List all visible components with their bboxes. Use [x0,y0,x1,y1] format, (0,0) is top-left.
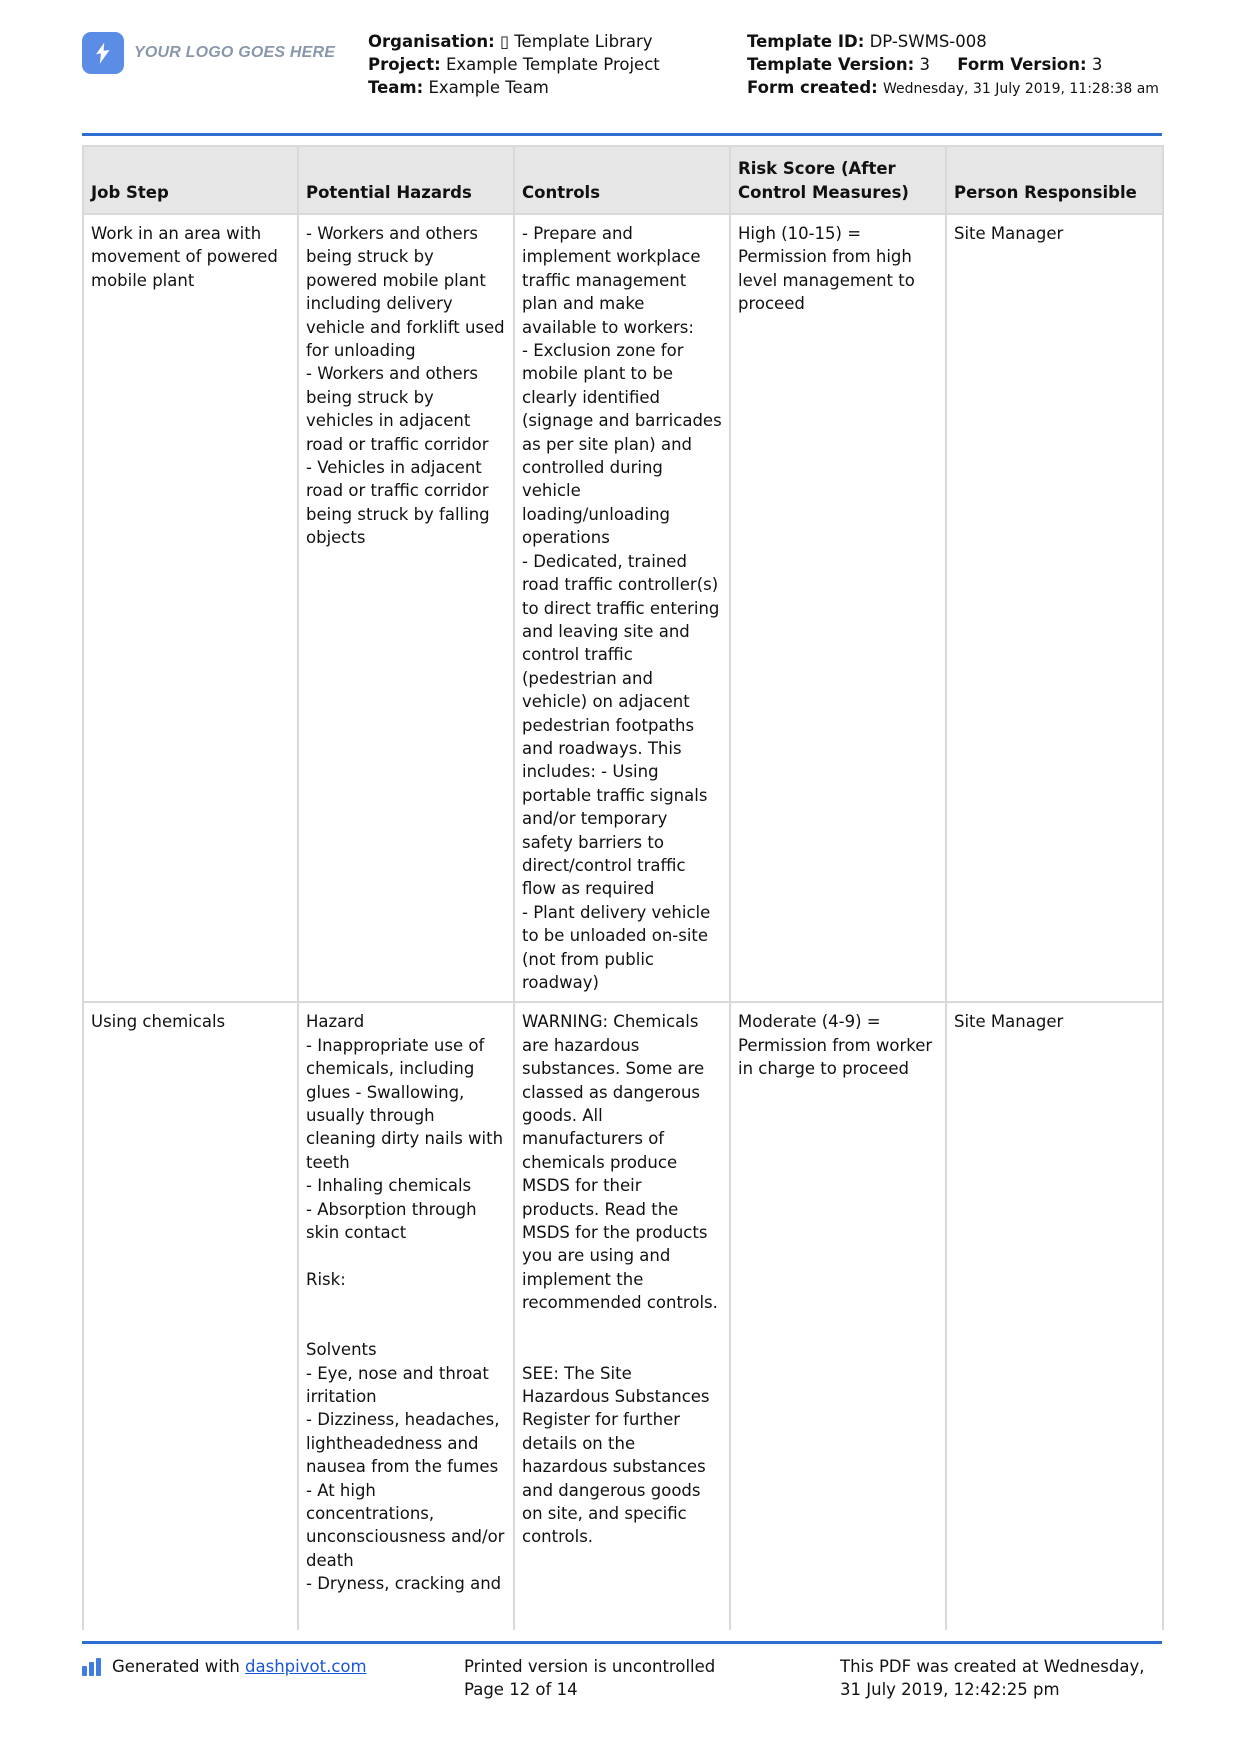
header-org-info [368,30,728,99]
footer-print-info [464,1655,764,1701]
column-header-person-responsible: Person Responsible [946,146,1163,214]
template-id-line: Template ID: DP-SWMS-008 [747,32,987,51]
footer-divider [82,1641,1162,1644]
cell-risk-score: Moderate (4-9) = Permission from worker in charge to proceed [730,1002,946,1630]
column-header-hazards: Potential Hazards [298,146,514,214]
team-value: Example Team [428,78,549,97]
swms-table [82,145,1164,1630]
logo-text: YOUR LOGO GOES HERE [134,44,336,61]
column-header-controls: Controls [514,146,730,214]
dashpivot-bars-icon [82,1658,103,1676]
cell-person-responsible: Site Manager [946,1002,1163,1630]
team-line: Team: Example Team [368,78,549,97]
template-id-value: DP-SWMS-008 [869,32,987,51]
logo-mark-icon [82,32,124,74]
form-created-line: Form created: Wednesday, 31 July 2019, 11:28:38 am [747,78,1159,97]
version-line: Template Version: 3 Form Version: 3 [747,55,1103,74]
cell-job-step: Using chemicals [83,1002,298,1630]
document-page [82,0,1162,1754]
cell-job-step: Work in an area with movement of powered mobile plant [83,214,298,1002]
template-version-value: 3 [919,55,930,74]
organisation-value: ▯ Template Library [499,32,653,51]
column-header-job-step: Job Step [83,146,298,214]
cell-hazards: - Workers and others being struck by powered mobile plant including delivery vehicle and forklift used for unloading - Workers and others being struck by vehicles in adjacent road or traffic corridor - Vehicles in adjacent road or traffic corridor being struck by falling objects [298,214,514,1002]
cell-person-responsible: Site Manager [946,214,1163,1002]
table-row [83,1002,1163,1630]
page-number: Page 12 of 14 [464,1680,578,1699]
uncontrolled-notice: Printed version is uncontrolled [464,1657,716,1676]
cell-controls: WARNING: Chemicals are hazardous substances. Some are classed as dangerous goods. All manufacturers of chemicals produce MSDS for their products. Read the MSDS for the products you are using and implement the recommended controls. SEE: The Site Hazardous Substances Register for further details on the hazardous substances and dangerous goods on site, and specific controls. [514,1002,730,1630]
cell-hazards: Hazard - Inappropriate use of chemicals, including glues - Swallowing, usually through cleaning dirty nails with teeth - Inhaling chemicals - Absorption through skin contact Risk: Solvents - Eye, nose and throat irritation - Dizziness, headaches, lightheadedness and nausea from the fumes - At high concentrations, unconsciousness and/or death - Dryness, cracking and [298,1002,514,1630]
pdf-created-at: This PDF was created at Wednesday, 31 July 2019, 12:42:25 pm [840,1657,1145,1699]
table-header-row [83,146,1163,214]
dashpivot-link[interactable]: dashpivot.com [245,1657,367,1676]
cell-risk-score: High (10-15) = Permission from high level management to proceed [730,214,946,1002]
project-value: Example Template Project [445,55,660,74]
header-divider [82,133,1162,136]
header-template-info [747,30,1162,101]
table-row [83,214,1163,1002]
form-version-value: 3 [1091,55,1103,74]
generated-with: Generated with dashpivot.com [82,1655,367,1678]
project-line: Project: Example Template Project [368,55,660,74]
company-logo [82,32,335,74]
form-created-value: Wednesday, 31 July 2019, 11:28:38 am [883,81,1159,97]
column-header-risk-score: Risk Score (After Control Measures) [730,146,946,214]
organisation-line: Organisation: ▯ Template Library [368,32,653,51]
cell-controls: - Prepare and implement workplace traffic management plan and make available to workers: - Exclusion zone for mobile plant to be clearly identified (signage and barricades as per site plan) and controlled during vehicle loading/unloading operations - Dedicated, trained road traffic controller(s) to direct traffic entering and leaving site and control traffic (pedestrian and vehicle) on adjacent pedestrian footpaths and roadways. This includes: - Using portable traffic signals and/or temporary safety barriers to direct/control traffic flow as required - Plant delivery vehicle to be unloaded on-site (not from public roadway) [514,214,730,1002]
